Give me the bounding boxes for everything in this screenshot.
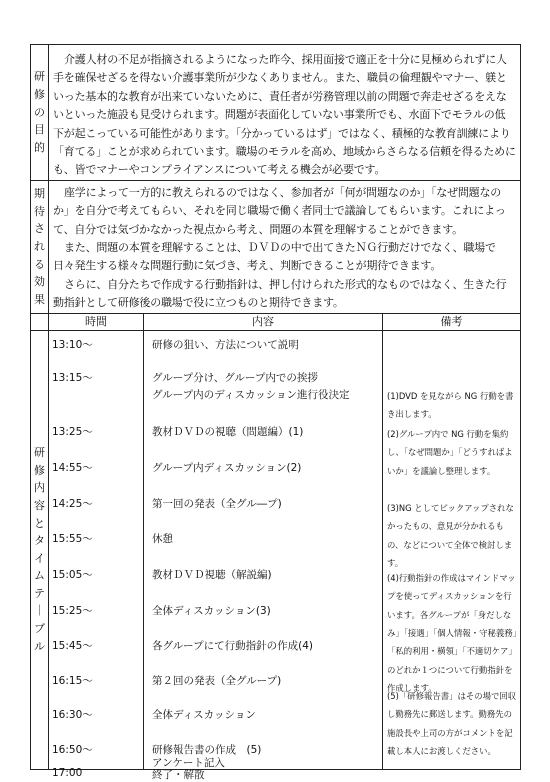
time-column [49,330,144,779]
note-item: (4)行動指針の作成はマインドマップを使ってディスカッションを行います。各グループが「身だしなみ」「接遇」「個人情報・守秘義務」「私的利用・横領」「不適切ケア」のどれか１つについて行動指針を作成します。 [387,572,517,694]
content-cell: 教材ＤＶＤ視聴（解説編) [152,568,272,581]
header-time: 時間 [49,313,144,330]
content-cell: 研修報告書の作成 (5) [152,743,262,756]
time-cell: 13:10～ [52,338,93,351]
effects-paragraph: また、問題の本質を理解することは、ＤＶＤの中で出てきたＮＧ行動だけでなく、職場で日々発生する様々な問題行動に気づき、考え、判断できることが期待できます。 [53,241,496,273]
content-cell: グループ内ディスカッション(2) [152,461,302,474]
content-cell: 終了・解散 [152,768,205,781]
time-cell: 17:00 [52,766,83,779]
content-cell: 教材ＤＶＤの視聴（問題編）(1) [152,425,304,438]
time-cell: 14:25～ [52,497,93,510]
content-cell: 全体ディスカッション(3) [152,604,271,617]
time-cell: 16:30～ [52,708,93,721]
schedule-label: 研 修 内 容 と タ イ ム テ ｜ ブ ル [31,330,49,769]
content-cell: グループ分け、グループ内での挨拶 [152,371,318,384]
time-cell: 15:55～ [52,532,93,545]
time-cell: 16:50～ [52,743,93,756]
time-cell: 13:25～ [52,425,93,438]
time-cell: 15:25～ [52,604,93,617]
note-item: (1)DVD を見ながら NG 行動を書き出します。 [387,390,514,420]
purpose-text: 介護人材の不足が指摘されるようになった昨今、採用面接で適正を十分に見極められずに人手を確保せざるを得ない介護事業所が少なくありません。また、職員の倫理観やマナー、躾といった基本的な教育が出来ていないために、責任者が労務管理以前の問題で奔走せざるをえないといった施設も見受けられます。問題が表面化していない事業所でも、水面下でモラルの低下が起こっている可能性があります。「分かっているはず」ではなく、積極的な教育訓練により「育てる」ことが求められています。職場のモラルを高め、地域からさらなる信頼を得るためにも、皆でマナーやコンプライアンスについて考える機会が必要です。 [49,45,521,181]
content-cell: 休憩 [152,532,173,545]
purpose-row [31,45,521,181]
effects-row [31,180,521,313]
content-cell: 第一回の発表（全グル―プ) [152,497,282,510]
content-cell: 研修の狙い、方法について説明 [152,338,299,351]
notes-column [383,330,521,769]
time-cell: 13:15～ [52,371,93,384]
content-column [144,330,383,781]
content-cell: 各グループにて行動指針の作成(4) [152,639,314,652]
effects-paragraph: 座学によって一方的に教えられるのではなく、参加者が「何が問題なのか」「なぜ問題なのか」を自分で考えてもらい、それを同じ職場で働く者同士で議論してもらいます。これによって、自分では気づかなかった視点から考え、問題の本質を理解することができます。 [53,185,506,236]
training-document [30,44,520,781]
content-cell: 第２回の発表（全グループ) [152,674,282,687]
content-cell: グループ内のディスカッション進行役決定 [152,388,350,401]
effects-text [49,180,521,313]
content-cell: 全体ディスカッション [152,708,256,721]
training-table [30,44,521,781]
schedule-row [31,330,521,769]
note-item: (2)グループ内で NG 行動を集約し、「なぜ問題か」「どうすればよいか」を議論し整理します。 [387,428,513,476]
schedule-header-row [31,313,521,330]
time-cell: 15:45～ [52,639,93,652]
effects-paragraph: さらに、自分たちで作成する行動指針は、押し付けられた形式的なものではなく、生きた行動指針として研修後の職場で役に立つものと期待できます。 [53,277,507,310]
purpose-label: 研 修 の 目 的 [31,45,49,181]
header-notes: 備考 [383,313,521,330]
note-item: (5)「研修報告書」はその場で回収し勤務先に郵送します。勤務先の施設長や上司の方がコメントを記載し本人にお渡しください。 [387,690,517,756]
time-cell: 16:15～ [52,674,93,687]
header-content: 内容 [144,313,383,330]
note-item: (3)NG としてピックアップされなかったもの、意見が分かれるもの、などについて全体で検討します。 [387,502,514,568]
effects-label: 期 待 さ れ る 効 果 [31,180,49,313]
time-cell: 15:05～ [52,568,93,581]
time-cell: 14:55～ [52,461,93,474]
content-cell: アンケート記入 [152,756,225,769]
